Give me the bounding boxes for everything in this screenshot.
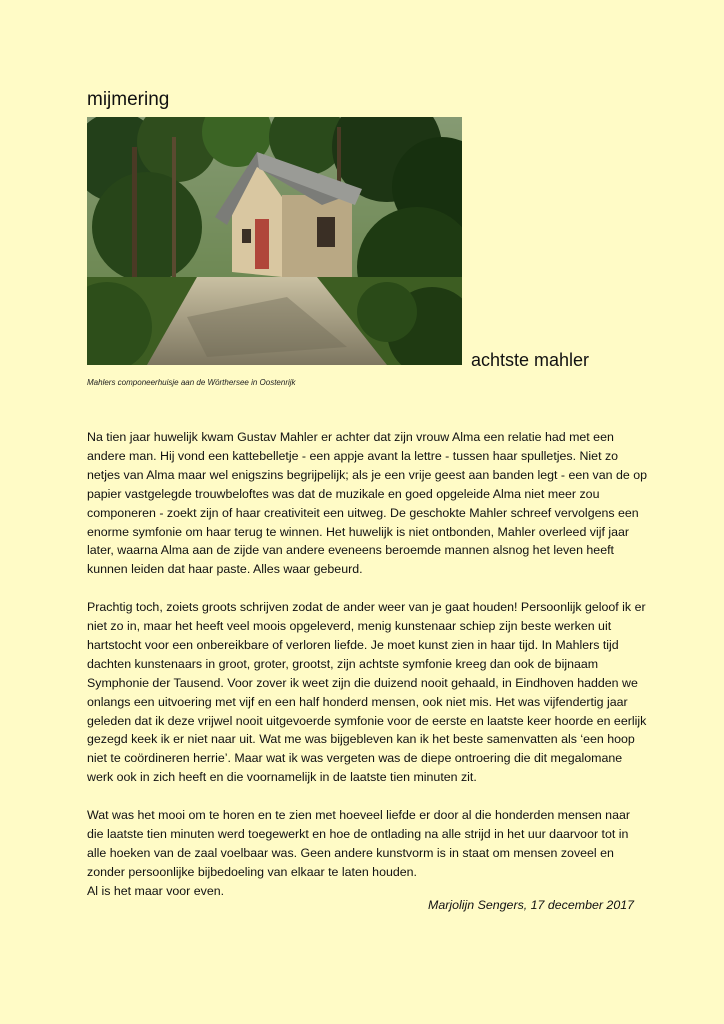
article-body — [87, 428, 647, 901]
paragraph-2: Prachtig toch, zoiets groots schrijven zodat de ander weer van je gaat houden! Persoonlijk geloof ik er niet zo in, maar het heeft veel moois opgeleverd, menig kunstenaar schiep zijn beste werken uit hartstocht voor een onbereikbare of verloren liefde. Je moet kunst zien in haar tijd. In Mahlers tijd dachten kunstenaars in groot, groter, grootst, zijn achtste symfonie kreeg dan ook de bijnaam Symphonie der Tausend. Voor zover ik weet zijn die duizend nooit gehaald, in Eindhoven hadden we onlangs een uitvoering met vijf en een half honderd mensen, ook niet mis. Het was vijfendertig jaar geleden dat ik deze vrijwel nooit uitgevoerde symfonie voor de eerste en laatste keer hoorde en eerlijk gezegd keek ik er niet naar uit. Wat me was bijgebleven kan ik het beste samenvatten als ‘een hoop niet te coördineren herrie’. Maar wat ik was vergeten was de diepe ontroering die dit megalomane werk ook in zich heeft en die voornamelijk in de laatste tien minuten zit. — [87, 600, 647, 785]
paragraph-1: Na tien jaar huwelijk kwam Gustav Mahler er achter dat zijn vrouw Alma een relatie had met een andere man. Hij vond een kattebelletje - een appje avant la lettre - tussen haar spulletjes. Niet zo netjes van Alma maar wel enigszins begrijpelijk; als je een vrije geest aan banden legt - een van de op papier vastgelegde trouwbeloftes was dat de muzikale en goed opgeleide Alma niet meer zou componeren - zoekt zijn of haar creativiteit een uitweg. De geschokte Mahler schreef vervolgens een enorme symfonie om haar terug te winnen. Het huwelijk is niet ontbonden, Mahler overleed vijf jaar later, waarna Alma aan de zijde van andere eveneens beroemde mannen alsnog het leven heeft kunnen leiden dat haar paste. Alles waar gebeurd. — [87, 430, 647, 577]
hut-photo — [87, 117, 462, 365]
page-title: mijmering — [87, 89, 170, 110]
photo-caption: Mahlers componeerhuisje aan de Wörthersee in Oostenrijk — [87, 378, 296, 387]
article-subtitle: achtste mahler — [471, 350, 590, 370]
author-signature: Marjolijn Sengers, 17 december 2017 — [428, 898, 634, 912]
paragraph-3: Wat was het mooi om te horen en te zien met hoeveel liefde er door al die honderden mensen naar die laatste tien minuten werd toegewerkt en hoe de ontlading na alle strijd in het uur daarvoor tot in alle hoeken van de zaal voelbaar was. Geen andere kunstvorm is in staat om mensen zoveel en zonder persoonlijke bijbedoeling van elkaar te laten houden. — [87, 808, 630, 879]
paragraph-4: Al is het maar voor even. — [87, 883, 225, 898]
